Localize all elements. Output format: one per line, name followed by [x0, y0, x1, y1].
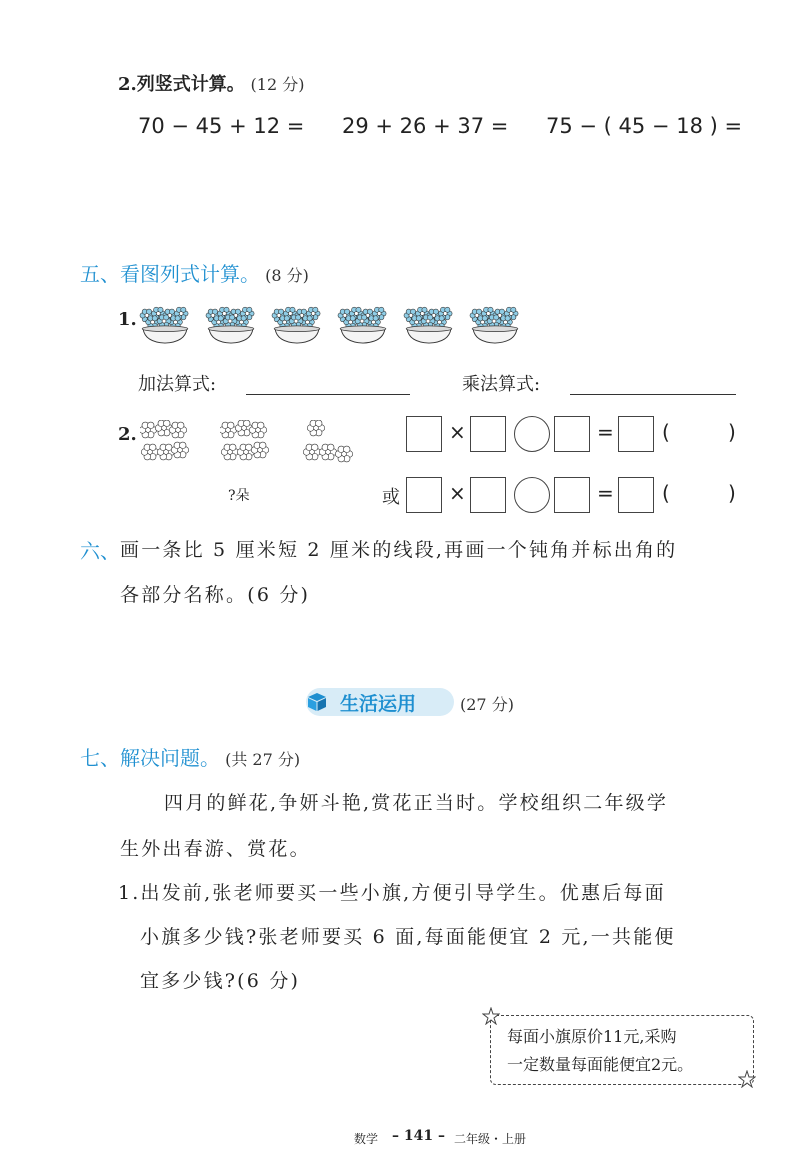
box-r1-b[interactable] [470, 416, 506, 452]
box-r1-a[interactable] [406, 416, 442, 452]
add-label: 加法算式: [138, 374, 217, 395]
flower-pot-5 [400, 304, 458, 344]
paren-close-r1: ) [728, 420, 736, 444]
flower-pot-3 [268, 304, 326, 344]
expression-1: 70 − 45 + 12 = [138, 114, 305, 138]
box-r2-b[interactable] [470, 477, 506, 513]
sec5-item1-label: 1. [118, 309, 137, 330]
star-icon-top-left [482, 1007, 500, 1025]
sec7-q1-line3: 宜多少钱?(6 分) [140, 970, 301, 992]
sec6-line2: 各部分名称。(6 分) [120, 584, 311, 606]
q2-title: 2.列竖式计算。 [118, 74, 245, 95]
box-r2-a[interactable] [406, 477, 442, 513]
footer-grade: 二年级・上册 [454, 1132, 527, 1146]
cube-icon [306, 692, 328, 712]
section-banner [306, 688, 454, 716]
sec7-title: 七、解决问题。 [80, 746, 220, 770]
flower-pot-6 [466, 304, 524, 344]
flower-group-3 [298, 420, 362, 470]
box-r2-c[interactable] [554, 477, 590, 513]
expression-2: 29 + 26 + 37 = [342, 114, 509, 138]
sec6-number: 六、 [80, 539, 120, 563]
hint-line2: 一定数量每面能便宜2元。 [507, 1055, 694, 1074]
expression-3: 75 − ( 45 − 18 ) = [546, 114, 743, 138]
equals-r2: = [597, 481, 614, 505]
box-r2-result[interactable] [618, 477, 654, 513]
sec5-heading [80, 258, 309, 287]
or-label: 或 [382, 487, 400, 508]
box-r1-result[interactable] [618, 416, 654, 452]
star-icon-bottom-right [738, 1070, 756, 1088]
sec5-title: 五、看图列式计算。 [80, 262, 260, 286]
mult-label: 乘法算式: [462, 374, 541, 395]
flower-pot-1 [136, 304, 194, 344]
flower-group-1 [140, 420, 204, 470]
footer-subject: 数学 [354, 1132, 379, 1146]
flower-pot-2 [202, 304, 260, 344]
paren-open-r1: ( [662, 420, 670, 444]
times-r2: × [449, 481, 466, 505]
footer-page-number: – 141 – [392, 1128, 445, 1144]
sec7-q1-line1: 1.出发前,张老师要买一些小旗,方便引导学生。优惠后每面 [118, 882, 666, 904]
mult-answer-line[interactable] [570, 370, 736, 395]
times-r1: × [449, 420, 466, 444]
question-flowers-label: ?朵 [228, 488, 250, 504]
sec7-points: (共 27 分) [225, 750, 301, 769]
add-answer-line[interactable] [246, 370, 410, 395]
sec7-q1-line2: 小旗多少钱?张老师要买 6 面,每面能便宜 2 元,一共能便 [140, 926, 676, 948]
sec5-points: (8 分) [265, 266, 309, 285]
paren-close-r2: ) [728, 481, 736, 505]
equals-r1: = [597, 420, 614, 444]
hint-line1: 每面小旗原价11元,采购 [507, 1027, 677, 1046]
paren-open-r2: ( [662, 481, 670, 505]
sec7-heading [80, 742, 300, 771]
hint-box [490, 1015, 754, 1085]
flower-pot-4 [334, 304, 392, 344]
q2-heading [118, 70, 304, 96]
operator-circle-r1[interactable] [514, 416, 550, 452]
sec7-intro-line1: 四月的鲜花,争妍斗艳,赏花正当时。学校组织二年级学 [164, 792, 669, 814]
banner-label: 生活运用 [340, 693, 417, 715]
q2-points: (12 分) [250, 75, 305, 94]
banner-points: (27 分) [460, 695, 514, 714]
operator-circle-r2[interactable] [514, 477, 550, 513]
sec6-line1: 画一条比 5 厘米短 2 厘米的线段,再画一个钝角并标出角的 [120, 539, 678, 561]
sec5-item2-label: 2. [118, 424, 137, 445]
sec7-intro-line2: 生外出春游、赏花。 [120, 838, 311, 860]
box-r1-c[interactable] [554, 416, 590, 452]
flower-group-2 [220, 420, 284, 470]
